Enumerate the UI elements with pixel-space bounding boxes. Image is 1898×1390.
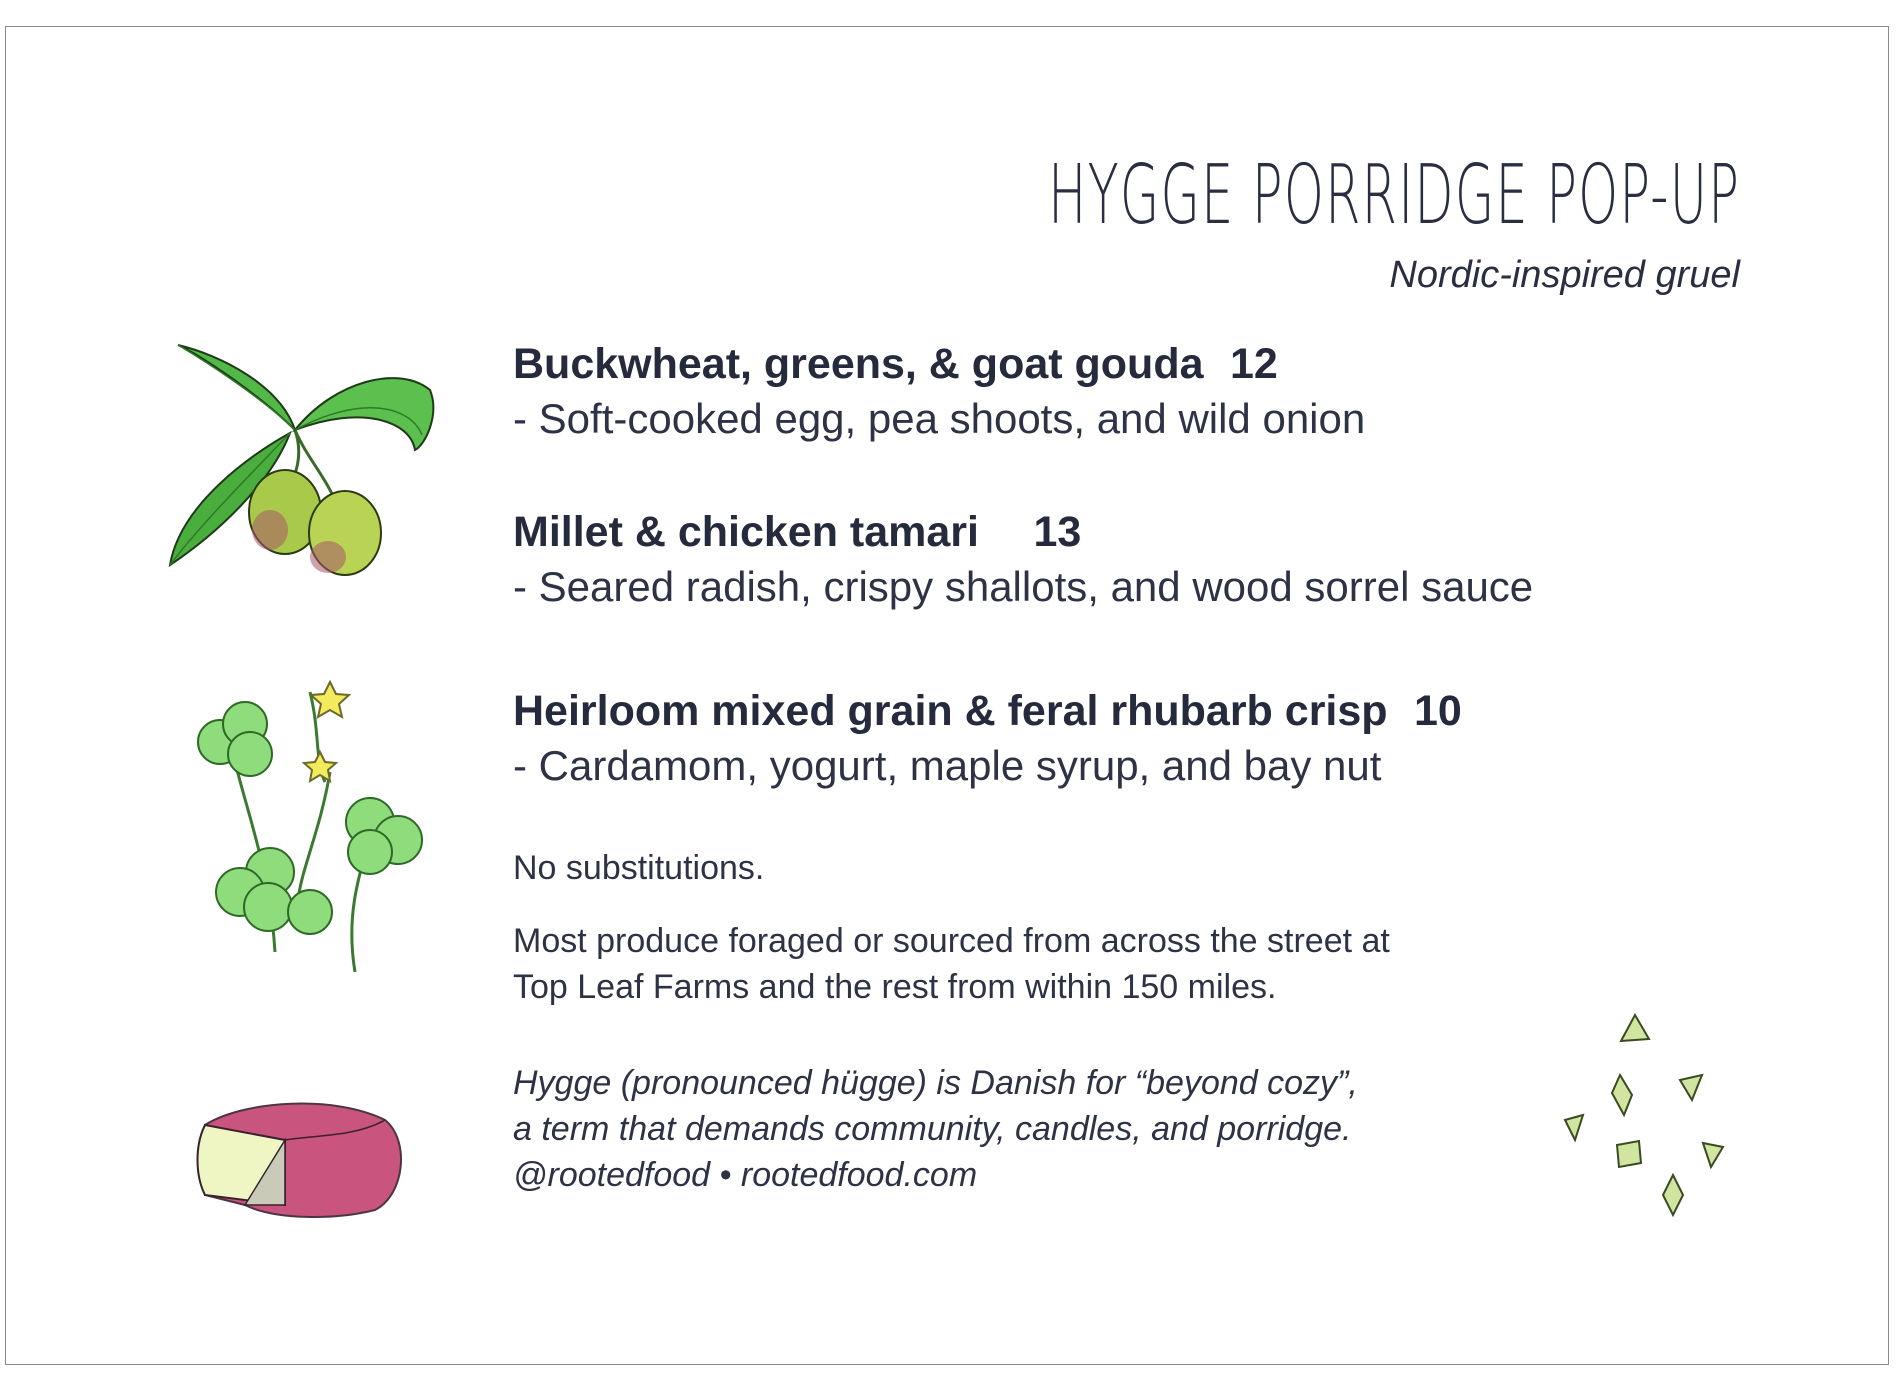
- hygge-note-line: Hygge (pronounced hügge) is Danish for “beyond cozy”,: [513, 1064, 1358, 1102]
- menu-item-description: - Seared radish, crispy shallots, and wood sorrel sauce: [513, 563, 1534, 610]
- menu-title: HYGGE PORRIDGE POP-UP: [1048, 148, 1740, 243]
- menu-item: [513, 340, 1365, 443]
- menu-item-name: Heirloom mixed grain & feral rhubarb crisp: [513, 687, 1388, 735]
- menu-subtitle: Nordic-inspired gruel: [1389, 254, 1740, 296]
- menu-item-name: Buckwheat, greens, & goat gouda: [513, 340, 1204, 388]
- produce-note: [513, 918, 1390, 1010]
- hygge-note: [513, 1060, 1358, 1198]
- social-handle-line: @rootedfood • rootedfood.com: [513, 1156, 978, 1194]
- menu-item-price: 12: [1229, 340, 1278, 388]
- menu-item: [513, 508, 1533, 611]
- menu-item-price: 13: [1033, 508, 1082, 556]
- bay-nut-branch-icon: [160, 335, 460, 595]
- no-substitutions-note: No substitutions.: [513, 849, 765, 887]
- hygge-note-line: a term that demands community, candles, and porridge.: [513, 1110, 1352, 1148]
- menu-item-description: - Cardamom, yogurt, maple syrup, and bay nut: [513, 742, 1382, 789]
- menu-item-description: - Soft-cooked egg, pea shoots, and wild onion: [513, 395, 1366, 442]
- menu-item: [513, 687, 1462, 790]
- buckwheat-groats-icon: [1555, 1005, 1745, 1230]
- produce-note-line: Top Leaf Farms and the rest from within 150 miles.: [513, 968, 1277, 1006]
- menu-item-name: Millet & chicken tamari: [513, 508, 979, 556]
- gouda-wheel-icon: [185, 1095, 415, 1225]
- produce-note-line: Most produce foraged or sourced from across the street at: [513, 922, 1390, 960]
- wood-sorrel-icon: [180, 672, 440, 972]
- menu-item-price: 10: [1414, 687, 1462, 735]
